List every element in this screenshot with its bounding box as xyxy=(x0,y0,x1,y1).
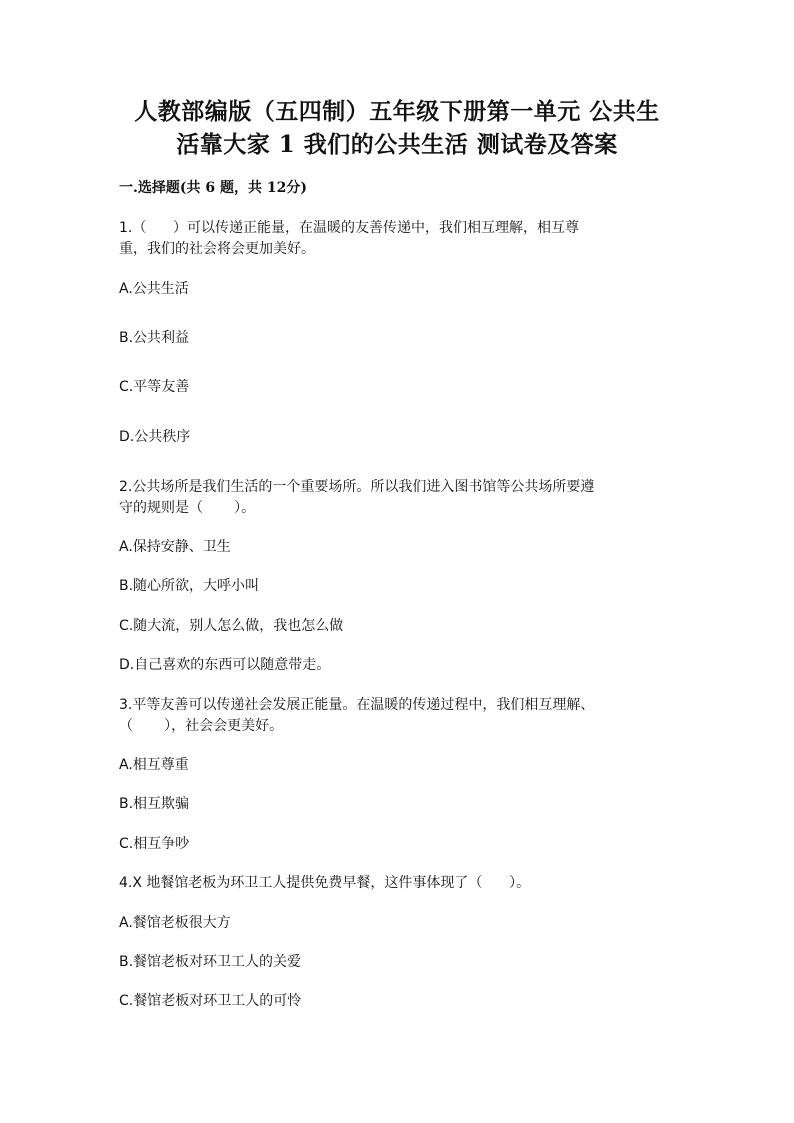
question-4-option-a: A.餐馆老板很大方 xyxy=(119,915,231,931)
question-4-option-b: B.餐馆老板对环卫工人的关爱 xyxy=(119,954,302,970)
section-heading: 一.选择题(共 6 题，共 12分) xyxy=(119,180,307,196)
question-1-stem-line-1: 1.（ ）可以传递正能量，在温暖的友善传递中，我们相互理解，相互尊 xyxy=(119,220,580,236)
question-3-stem-line-2: （ ），社会会更美好。 xyxy=(119,718,284,734)
question-2-option-b: B.随心所欲，大呼小叫 xyxy=(119,578,260,594)
document-title-line-2: 活靠大家 1 我们的公共生活 测试卷及答案 xyxy=(176,131,618,158)
question-2-stem-line-2: 守的规则是（ ）。 xyxy=(119,500,256,516)
question-2-option-d: D.自己喜欢的东西可以随意带走。 xyxy=(119,657,331,673)
question-1-option-a: A.公共生活 xyxy=(119,281,189,297)
question-3-stem-line-1: 3.平等友善可以传递社会发展正能量。在温暖的传递过程中，我们相互理解、 xyxy=(119,697,595,713)
question-2-option-c: C.随大流，别人怎么做，我也怎么做 xyxy=(119,618,344,634)
question-3-option-a: A.相互尊重 xyxy=(119,757,189,773)
question-3-option-c: C.相互争吵 xyxy=(119,836,190,852)
question-1-stem-line-2: 重，我们的社会将会更加美好。 xyxy=(119,241,315,257)
question-1-option-d: D.公共秩序 xyxy=(119,429,191,445)
question-2-stem-line-1: 2.公共场所是我们生活的一个重要场所。所以我们进入图书馆等公共场所要遵 xyxy=(119,479,595,495)
question-4-option-c: C.餐馆老板对环卫工人的可怜 xyxy=(119,993,302,1009)
question-4-stem-line-1: 4.X 地餐馆老板为环卫工人提供免费早餐，这件事体现了（ ）。 xyxy=(119,875,531,891)
question-2-option-a: A.保持安静、卫生 xyxy=(119,539,231,555)
question-3-option-b: B.相互欺骗 xyxy=(119,796,190,812)
question-1-option-c: C.平等友善 xyxy=(119,379,190,395)
question-1-option-b: B.公共利益 xyxy=(119,330,190,346)
document-title-line-1: 人教部编版（五四制）五年级下册第一单元 公共生 xyxy=(134,98,660,125)
